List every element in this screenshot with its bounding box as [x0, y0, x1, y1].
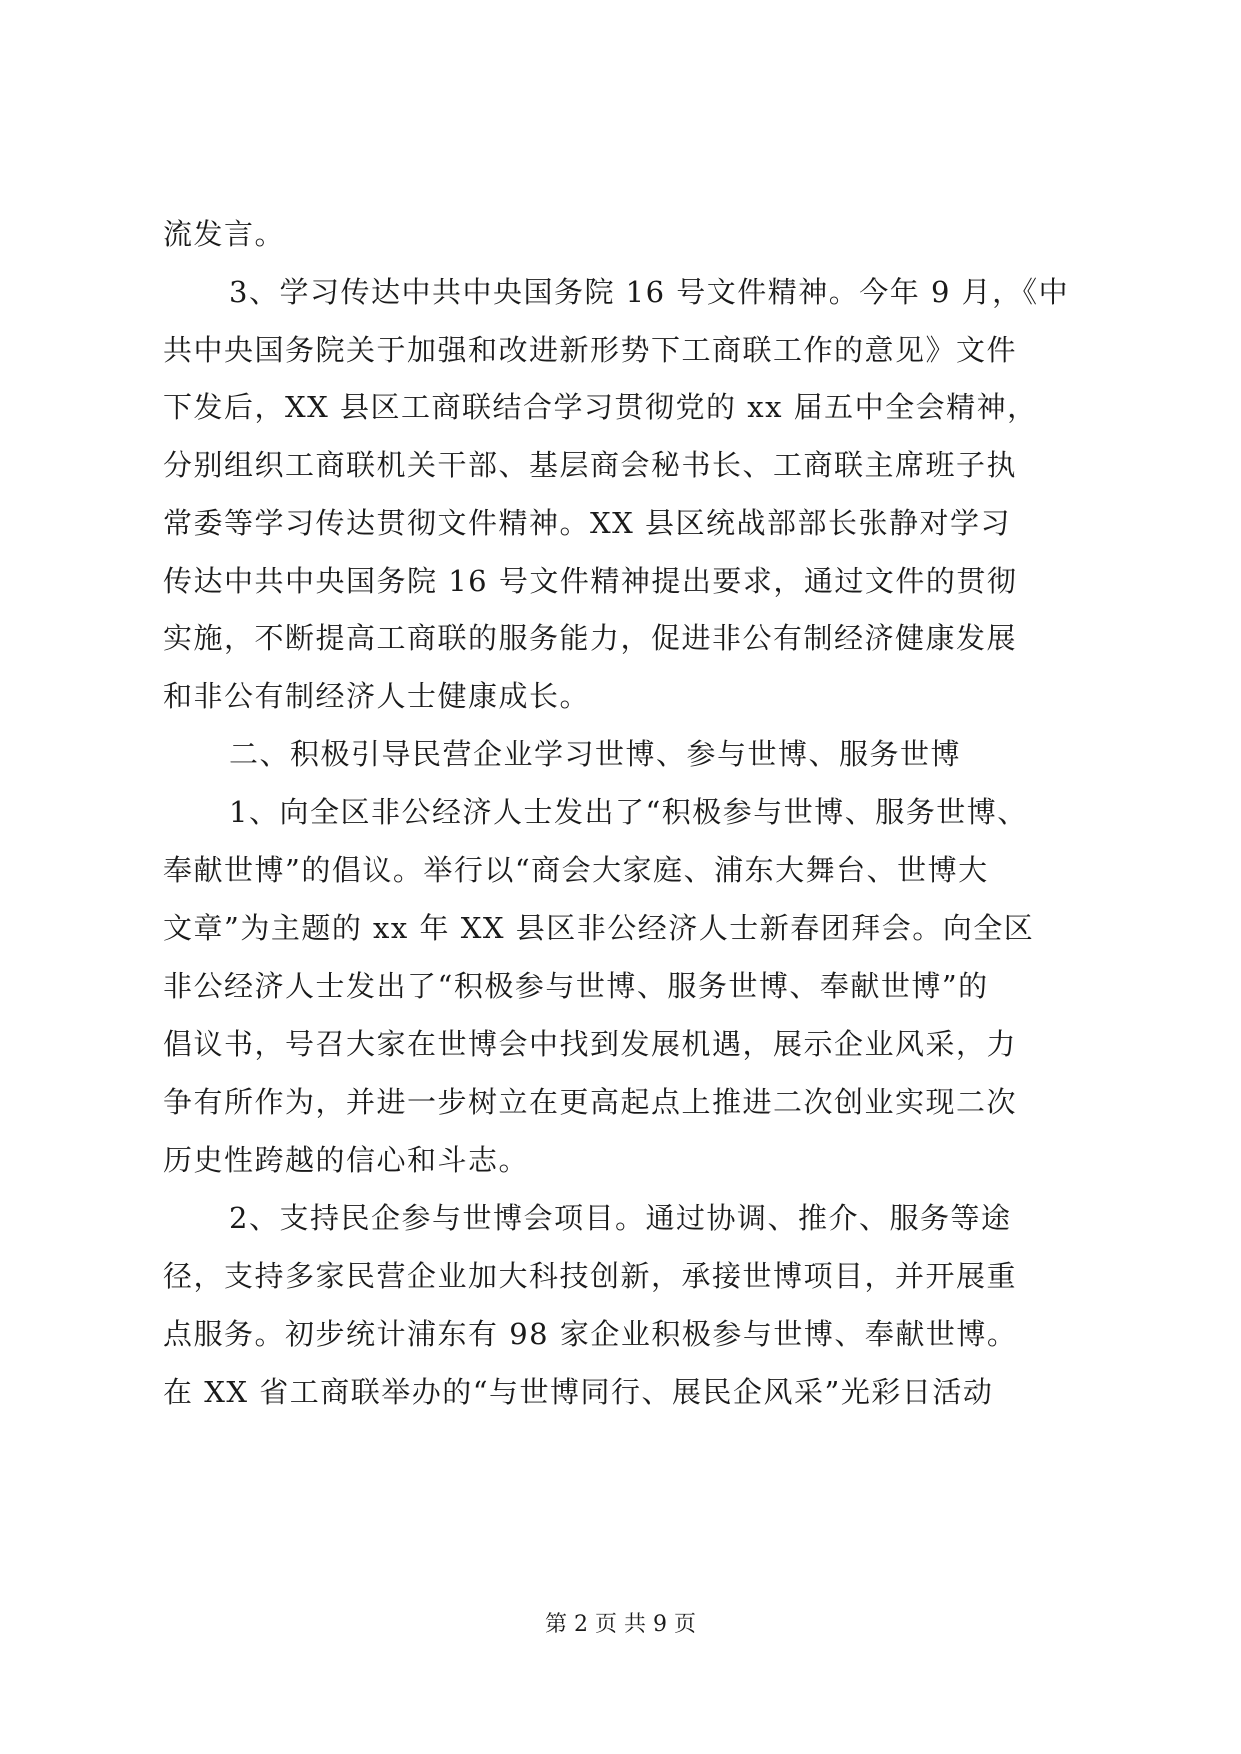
body-line: 点服务。初步统计浦东有 98 家企业积极参与世博、奉献世博。: [163, 1317, 1018, 1351]
body-line: 奉献世博”的倡议。举行以“商会大家庭、浦东大舞台、世博大: [163, 853, 989, 887]
page-footer: 第 2 页 共 9 页: [545, 1612, 696, 1637]
section-heading: 二、积极引导民营企业学习世博、参与世博、服务世博: [229, 737, 962, 771]
body-line: 文章”为主题的 xx 年 XX 县区非公经济人士新春团拜会。向全区: [163, 911, 1035, 945]
body-line: 下发后，XX 县区工商联结合学习贯彻党的 xx 届五中全会精神，: [163, 390, 1038, 424]
body-line: 常委等学习传达贯彻文件精神。XX 县区统战部部长张静对学习: [163, 506, 1012, 540]
body-line: 传达中共中央国务院 16 号文件精神提出要求，通过文件的贯彻: [163, 564, 1018, 598]
body-line: 在 XX 省工商联举办的“与世博同行、展民企风采”光彩日活动: [163, 1375, 994, 1409]
paragraph-start-line: 2、支持民企参与世博会项目。通过协调、推介、服务等途: [229, 1201, 1012, 1235]
body-line: 流发言。: [163, 217, 286, 251]
body-line: 倡议书，号召大家在世博会中找到发展机遇，展示企业风采，力: [163, 1027, 1018, 1061]
body-line: 争有所作为，并进一步树立在更高起点上推进二次创业实现二次: [163, 1085, 1018, 1119]
body-line: 分别组织工商联机关干部、基层商会秘书长、工商联主席班子执: [163, 448, 1018, 482]
body-line: 非公经济人士发出了“积极参与世博、服务世博、奉献世博”的: [163, 969, 989, 1003]
body-line: 实施，不断提高工商联的服务能力，促进非公有制经济健康发展: [163, 621, 1018, 655]
body-line: 径，支持多家民营企业加大科技创新，承接世博项目，并开展重: [163, 1259, 1018, 1293]
body-line: 历史性跨越的信心和斗志。: [163, 1143, 530, 1177]
body-line: 共中央国务院关于加强和改进新形势下工商联工作的意见》文件: [163, 333, 1018, 367]
paragraph-start-line: 3、学习传达中共中央国务院 16 号文件精神。今年 9 月，《中: [229, 275, 1070, 309]
body-line: 和非公有制经济人士健康成长。: [163, 679, 591, 713]
paragraph-start-line: 1、向全区非公经济人士发出了“积极参与世博、服务世博、: [229, 795, 1028, 829]
